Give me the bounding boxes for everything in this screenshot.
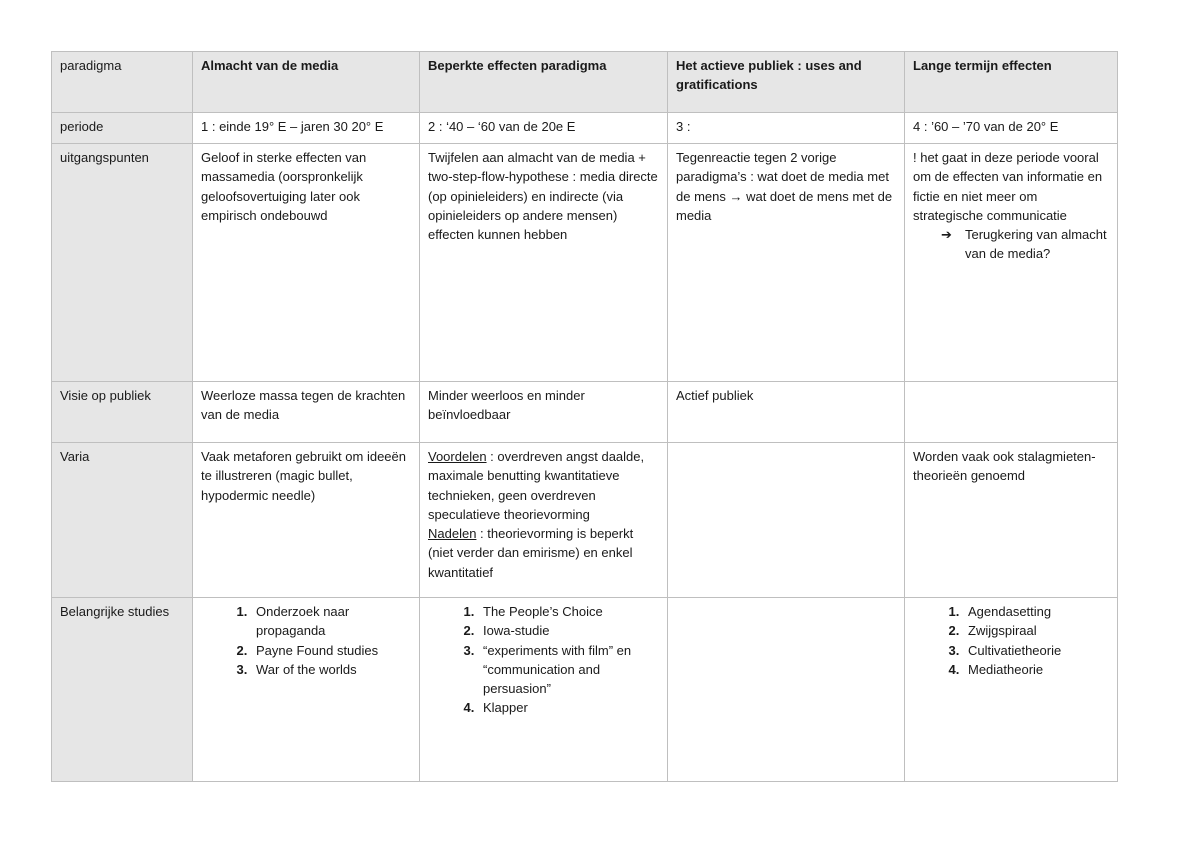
list-item: 4. Klapper xyxy=(478,698,660,717)
cell-varia-1: Vaak metaforen gebruikt om ideeën te illustreren (magic bullet, hypodermic needle) xyxy=(193,443,420,598)
cell-periode-4: 4 : ’60 – ’70 van de 20° E xyxy=(905,113,1118,144)
list-item: 2. Zwijgspiraal xyxy=(963,621,1110,640)
list-item-text: Terugkering van almacht van de media? xyxy=(965,227,1107,262)
list-item: 1. The People’s Choice xyxy=(478,602,660,621)
cell-varia-4: Worden vaak ook stalagmieten-theorieën genoemd xyxy=(905,443,1118,598)
cell-varia-2 xyxy=(420,443,668,598)
row-label-visie: Visie op publiek xyxy=(52,382,193,443)
cell-visie-1: Weerloze massa tegen de krachten van de media xyxy=(193,382,420,443)
studies-1-list xyxy=(201,602,412,679)
row-studies xyxy=(52,598,1118,782)
row-periode xyxy=(52,113,1118,144)
studies-4-list xyxy=(913,602,1110,679)
arrow-right-icon: ➔ xyxy=(941,227,952,243)
cell-studies-4 xyxy=(905,598,1118,782)
uitgangspunten-4-text: ! het gaat in deze periode vooral om de effecten van informatie en fictie en niet meer om strategische communicatie xyxy=(913,150,1103,223)
cell-periode-1: 1 : einde 19° E – jaren 30 20° E xyxy=(193,113,420,144)
list-item: 3. Cultivatietheorie xyxy=(963,641,1110,660)
row-label-periode: periode xyxy=(52,113,193,144)
row-label-varia: Varia xyxy=(52,443,193,598)
list-item: 1. Onderzoek naar propaganda xyxy=(251,602,412,641)
studies-2-list xyxy=(428,602,660,718)
cell-visie-3: Actief publiek xyxy=(668,382,905,443)
nadelen-label: Nadelen xyxy=(428,526,477,542)
cell-visie-4 xyxy=(905,382,1118,443)
list-item xyxy=(941,225,1110,264)
voordelen-label: Voordelen xyxy=(428,449,487,464)
list-item: 3. War of the worlds xyxy=(251,660,412,679)
row-label-studies: Belangrijke studies xyxy=(52,598,193,782)
cell-uitgangspunten-1: Geloof in sterke effecten van massamedia (oorspronkelijk geloofsovertuiging later ook empirisch ondebouwd xyxy=(193,144,420,382)
cell-uitgangspunten-4 xyxy=(905,144,1118,382)
uitgangspunten-4-list xyxy=(913,225,1110,264)
nadelen-text: : theorievorming is beperkt (niet verder dan emirisme) en enkel kwantitatief xyxy=(428,526,634,580)
cell-studies-2 xyxy=(420,598,668,782)
cell-uitgangspunten-2: Twijfelen aan almacht van de media + two-step-flow-hypothese : media directe (op opinieleiders) en indirecte (via opinieleiders op andere mensen) effecten kunnen hebben xyxy=(420,144,668,382)
list-item: 3. “experiments with film” en “communication and persuasion” xyxy=(478,641,660,699)
col-header-lange-termijn: Lange termijn effecten xyxy=(905,52,1118,113)
list-item: 1. Agendasetting xyxy=(963,602,1110,621)
list-item: 4. Mediatheorie xyxy=(963,660,1110,679)
cell-uitgangspunten-3: Tegenreactie tegen 2 vorige paradigma’s : wat doet de media met de mens → wat doet de mens met de media xyxy=(668,144,905,382)
cell-visie-2: Minder weerloos en minder beïnvloedbaar xyxy=(420,382,668,443)
col-header-actieve-publiek: Het actieve publiek : uses and gratifications xyxy=(668,52,905,113)
row-label-uitgangspunten: uitgangspunten xyxy=(52,144,193,382)
cell-periode-2: 2 : ‘40 – ‘60 van de 20e E xyxy=(420,113,668,144)
row-uitgangspunten xyxy=(52,144,1118,382)
col-header-almacht: Almacht van de media xyxy=(193,52,420,113)
voordelen-text: : overdreven angst daalde, maximale benutting kwantitatieve technieken, geen overdreven speculatieve theorievorming xyxy=(428,449,645,522)
cell-studies-1 xyxy=(193,598,420,782)
varia-nadelen xyxy=(428,524,660,582)
list-item: 2. Iowa-studie xyxy=(478,621,660,640)
varia-voordelen xyxy=(428,447,660,524)
row-label-paradigma: paradigma xyxy=(52,52,193,113)
cell-varia-3 xyxy=(668,443,905,598)
list-item: 2. Payne Found studies xyxy=(251,641,412,660)
cell-periode-3: 3 : xyxy=(668,113,905,144)
col-header-beperkte-effecten: Beperkte effecten paradigma xyxy=(420,52,668,113)
row-varia xyxy=(52,443,1118,598)
cell-studies-3 xyxy=(668,598,905,782)
paradigm-table xyxy=(51,51,1118,782)
row-visie xyxy=(52,382,1118,443)
header-row xyxy=(52,52,1118,113)
